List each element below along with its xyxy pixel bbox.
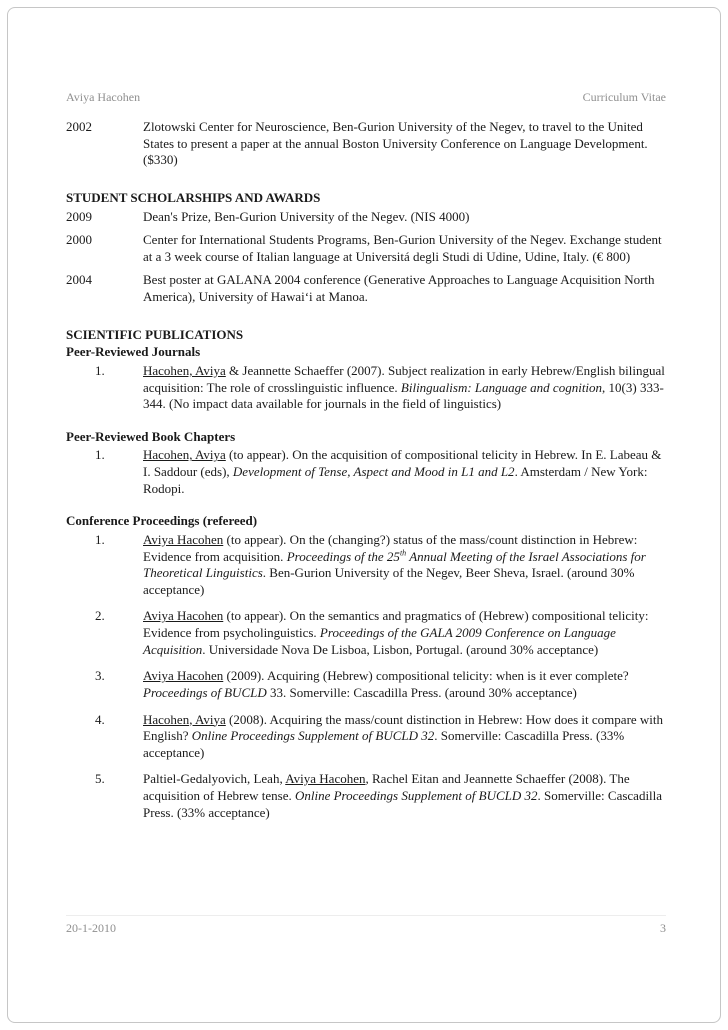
entry-number: 3. [95,668,105,684]
text-segment: Paltiel-Gedalyovich, Leah, [143,771,286,787]
entry-text [143,363,666,413]
numbered-entry [66,447,666,497]
footer-date: 20-1-2010 [66,921,116,935]
entry-text [143,712,666,762]
text-segment: Online Proceedings Supplement of BUCLD 32 [294,788,538,803]
text-segment: Aviya Hacohen [143,668,224,684]
text-segment: . Somerville: Cascadilla Press. (33% acceptance) [143,728,625,760]
text-segment: Aviya Hacohen [143,531,224,547]
entry-text [143,232,666,265]
entry-year: 2000 [66,232,92,248]
text-segment: 33. Somerville: Cascadilla Press. (around 30% acceptance) [266,684,577,700]
page-content [66,90,666,821]
year-entry [66,119,666,169]
text-segment: Development of Tense, Aspect and Mood in L1 and L2 [232,464,515,479]
text-segment: Hacohen, Aviya [143,711,226,727]
numbered-entry [66,608,666,658]
text-segment: Center for International Students Programs, Ben-Gurion University of the Negev. Exchange student at a 3 week course of Italian language at Universitá degli Studi di Udine, Udine, Italy. (€ 800) [143,232,662,264]
text-segment: Zlotowski Center for Neuroscience, Ben-Gurion University of the Negev, to travel to the United States to present a paper at the annual Boston University Conference on Language Development. ($330) [143,119,648,168]
text-segment: , 10(3) 333-344. (No impact data available for journals in the field of linguistics) [143,379,664,412]
year-entry [66,232,666,265]
text-segment: (to appear). On the semantics and pragmatics of (Hebrew) compositional telicity: Evidence from psycholinguistics. [143,608,649,640]
text-segment: Proceedings of the 25 [286,548,400,564]
numbered-entry [66,771,666,821]
header-author: Aviya Hacohen [66,90,141,104]
text-segment: & Jeannette Schaeffer (2007). Subject realization in early Hebrew/English bilingual acquisition: The role of crosslinguistic influence. [143,362,665,395]
page-footer [66,915,666,936]
numbered-entry [66,668,666,701]
year-entry [66,272,666,305]
text-segment: Bilingualism: Language and cognition [400,379,603,395]
entry-text [143,608,666,658]
text-segment: Aviya Hacohen [285,771,366,787]
entry-year: 2009 [66,208,92,224]
text-segment: Proceedings of the GALA 2009 Conference on Language Acquisition [143,625,616,657]
section-heading: STUDENT SCHOLARSHIPS AND AWARDS [66,189,321,205]
entry-year: 2002 [66,119,92,134]
text-segment: (2008). Acquiring the mass/count distinction in Hebrew: How does it compare with English? [143,711,664,744]
sub-heading: Peer-Reviewed Journals [66,344,201,360]
entry-text [143,119,666,169]
footer-page-number: 3 [660,921,666,935]
page-header [66,90,666,105]
numbered-entry [66,532,666,599]
sub-heading: Peer-Reviewed Book Chapters [66,428,236,444]
text-segment: . Somerville: Cascadilla Press. (33% acceptance) [143,788,663,820]
entry-text [143,272,666,305]
text-segment: Hacohen, Aviya [143,362,226,378]
text-segment: . Amsterdam / New York: Rodopi. [143,464,648,496]
text-segment: . Universidade Nova De Lisboa, Lisbon, Portugal. (around 30% acceptance) [202,641,599,657]
entry-text [143,209,666,226]
text-segment: Dean's Prize, Ben-Gurion University of the Negev. (NIS 4000) [143,208,470,224]
text-segment: Aviya Hacohen [143,608,224,624]
text-segment: , Rachel Eitan and Jeannette Schaeffer (2008). The acquisition of Hebrew tense. [143,771,630,803]
entry-year: 2004 [66,272,92,288]
entry-text [143,668,666,701]
text-segment: (to appear). On the acquisition of compositional telicity in Hebrew. In E. Labeau & I. Saddour (eds), [143,447,662,479]
text-segment: Annual Meeting of the Israel Associations for Theoretical Linguistics [143,548,646,581]
year-entry [66,209,666,226]
section-heading: SCIENTIFIC PUBLICATIONS [66,326,244,342]
document-body [66,119,666,821]
entry-number: 4. [95,711,105,727]
text-segment: Hacohen, Aviya [143,447,226,463]
text-segment: Best poster at GALANA 2004 conference (Generative Approaches to Language Acquisition North America), University of Hawai‘i at Manoa. [143,272,655,304]
header-title: Curriculum Vitae [582,90,666,104]
numbered-entry [66,363,666,413]
text-segment: (to appear). On the (changing?) status of the mass/count distinction in Hebrew: Evidence from acquisition. [143,531,638,564]
entry-number: 1. [95,447,105,463]
numbered-entry [66,712,666,762]
entry-text [143,532,666,599]
entry-text [143,447,666,497]
entry-number: 2. [95,608,105,624]
entry-number: 1. [95,362,105,378]
text-segment: Proceedings of BUCLD [143,684,267,700]
text-segment: (2009). Acquiring (Hebrew) compositional telicity: when is it ever complete? [223,668,629,684]
text-segment: . Ben-Gurion University of the Negev, Beer Sheva, Israel. (around 30% acceptance) [143,565,635,597]
entry-number: 5. [95,771,105,787]
text-segment: Online Proceedings Supplement of BUCLD 32 [191,728,435,744]
entry-text [143,771,666,821]
sub-heading: Conference Proceedings (refereed) [66,513,258,529]
entry-number: 1. [95,531,105,547]
text-segment: th [399,548,407,558]
